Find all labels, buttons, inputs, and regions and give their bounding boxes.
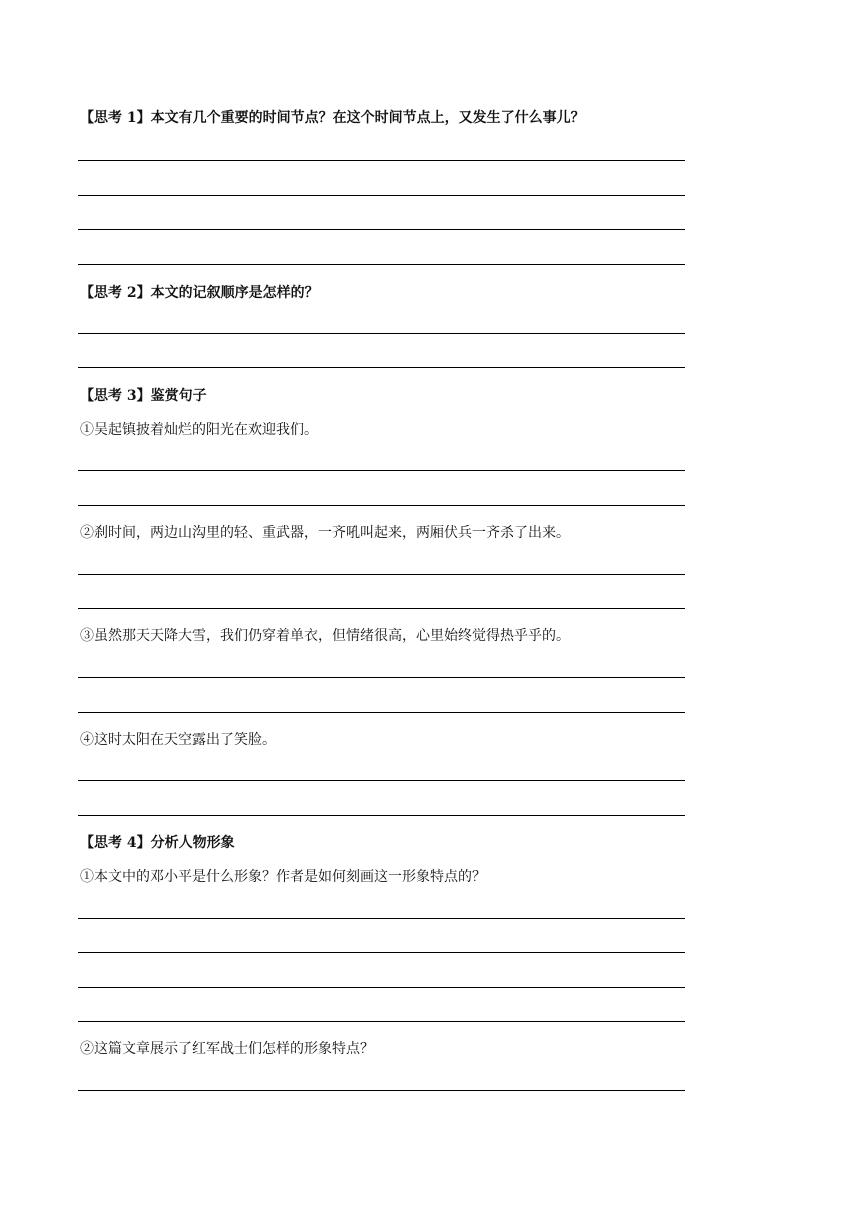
question-3-item-2: ②刹时间，两边山沟里的轻、重武器，一齐吼叫起来，两厢伏兵一齐杀了出来。	[80, 525, 570, 541]
question-3-item-3: ③虽然那天天降大雪，我们仍穿着单衣，但情绪很高，心里始终觉得热乎乎的。	[80, 628, 570, 644]
question-3-title: 【思考 3】鉴赏句子	[80, 388, 207, 404]
answer-line[interactable]	[78, 712, 685, 713]
question-2-title: 【思考 2】本文的记叙顺序是怎样的？	[80, 285, 319, 301]
question-3-item-1: ①吴起镇披着灿烂的阳光在欢迎我们。	[80, 422, 318, 438]
answer-line[interactable]	[78, 780, 685, 781]
answer-line[interactable]	[78, 608, 685, 609]
answer-line[interactable]	[78, 918, 685, 919]
answer-line[interactable]	[78, 229, 685, 230]
answer-line[interactable]	[78, 264, 685, 265]
answer-line[interactable]	[78, 195, 685, 196]
answer-line[interactable]	[78, 815, 685, 816]
question-4-title: 【思考 4】分析人物形象	[80, 835, 235, 851]
answer-line[interactable]	[78, 160, 685, 161]
answer-line[interactable]	[78, 1021, 685, 1022]
question-4-item-2: ②这篇文章展示了红军战士们怎样的形象特点？	[80, 1041, 374, 1057]
question-1-title: 【思考 1】本文有几个重要的时间节点？在这个时间节点上，又发生了什么事儿？	[80, 110, 585, 126]
question-4-item-1: ①本文中的邓小平是什么形象？作者是如何刻画这一形象特点的？	[80, 869, 486, 885]
answer-line[interactable]	[78, 574, 685, 575]
answer-line[interactable]	[78, 367, 685, 368]
answer-line[interactable]	[78, 505, 685, 506]
answer-line[interactable]	[78, 333, 685, 334]
answer-line[interactable]	[78, 952, 685, 953]
answer-line[interactable]	[78, 1090, 685, 1091]
question-3-item-4: ④这时太阳在天空露出了笑脸。	[80, 732, 276, 748]
answer-line[interactable]	[78, 677, 685, 678]
answer-line[interactable]	[78, 470, 685, 471]
answer-line[interactable]	[78, 987, 685, 988]
